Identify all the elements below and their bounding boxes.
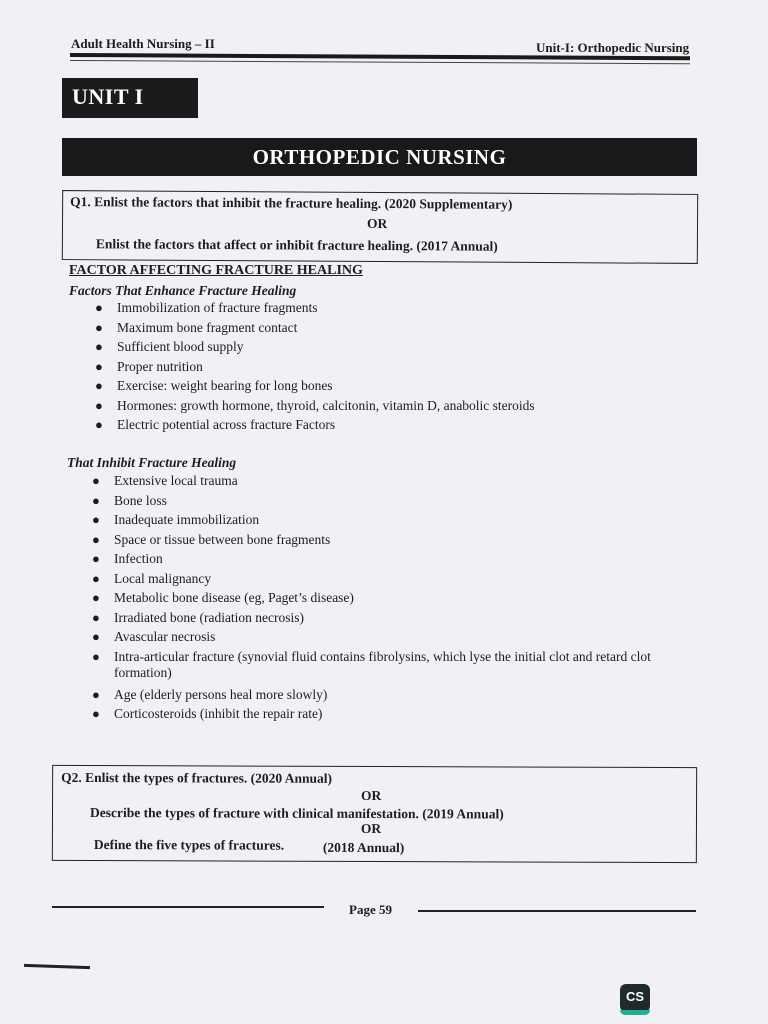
inhibit-list xyxy=(92,473,674,726)
question-2-or-1: OR xyxy=(361,787,382,804)
question-2-box xyxy=(52,765,697,863)
footer-rule-right xyxy=(418,910,696,912)
bullet-icon: ● xyxy=(92,492,100,508)
bullet-icon: ● xyxy=(92,590,100,605)
bullet-icon: ● xyxy=(92,686,100,702)
running-header-left: Adult Health Nursing – II xyxy=(71,36,215,51)
list-item: ● Bone loss xyxy=(92,492,167,508)
list-item: ● Sufficient blood supply xyxy=(95,339,244,354)
bullet-icon: ● xyxy=(92,570,100,586)
list-item: ● Irradiated bone (radiation necrosis) xyxy=(92,609,305,625)
bullet-icon: ● xyxy=(95,300,103,315)
list-item: ● Metabolic bone disease (eg, Paget’s disease) xyxy=(92,590,354,605)
question-1-text: Q1. Enlist the factors that inhibit the fracture healing. (2020 Supplementary) xyxy=(70,194,513,212)
camscanner-logo-icon: CS xyxy=(620,984,650,1012)
question-1-box xyxy=(62,190,698,264)
bullet-icon: ● xyxy=(92,551,100,566)
question-2-alt-text-2: Define the five types of fractures. xyxy=(93,837,285,853)
bullet-icon: ● xyxy=(95,339,103,354)
bullet-icon: ● xyxy=(92,473,100,488)
bullet-icon: ● xyxy=(92,512,100,527)
bullet-icon: ● xyxy=(92,609,100,625)
unit-label: UNIT I xyxy=(72,84,144,109)
bullet-icon: ● xyxy=(92,531,100,547)
list-item: ● Avascular necrosis xyxy=(92,629,216,644)
list-item: ● Corticosteroids (inhibit the repair rate) xyxy=(92,706,323,721)
list-item: ● Electric potential across fracture Factors xyxy=(95,417,336,432)
enhance-list xyxy=(95,300,535,437)
section-heading: FACTOR AFFECTING FRACTURE HEALING xyxy=(69,263,363,278)
list-item: ● Hormones: growth hormone, thyroid, calcitonin, vitamin D, anabolic steroids xyxy=(95,397,535,413)
bullet-icon: ● xyxy=(92,629,100,644)
list-item: ● Age (elderly persons heal more slowly) xyxy=(92,686,328,702)
list-item: ● Immobilization of fracture fragments xyxy=(95,300,318,315)
enhance-heading: Factors That Enhance Fracture Healing xyxy=(69,283,297,298)
list-item: ● Infection xyxy=(92,551,163,566)
running-header-right: Unit-I: Orthopedic Nursing xyxy=(536,40,690,55)
question-2-or-2: OR xyxy=(360,820,382,837)
bullet-icon: ● xyxy=(95,397,103,413)
list-item: ● Local malignancy xyxy=(92,570,212,586)
inhibit-heading: That Inhibit Fracture Healing xyxy=(67,455,237,470)
bullet-icon: ● xyxy=(92,706,100,721)
list-item: ● Intra-articular fracture (synovial fluid contains fibrolysins, which lyse the initial clot and retard clot formation) xyxy=(92,648,651,680)
list-item: ● Space or tissue between bone fragments xyxy=(92,531,331,547)
chapter-title-bar xyxy=(62,138,697,176)
question-1-alt-text: Enlist the factors that affect or inhibit fracture healing. (2017 Annual) xyxy=(95,236,498,254)
scan-edge-mark xyxy=(24,964,90,969)
list-item: ● Exercise: weight bearing for long bones xyxy=(95,378,333,393)
question-2-alt-text-1: Describe the types of fracture with clinical manifestation. (2019 Annual) xyxy=(89,805,504,822)
page-number: Page 59 xyxy=(349,902,392,917)
header-rule-thin xyxy=(70,60,690,64)
list-item: ● Inadequate immobilization xyxy=(92,512,260,527)
question-2-text: Q2. Enlist the types of fractures. (2020 Annual) xyxy=(61,769,333,786)
list-item: ● Extensive local trauma xyxy=(92,473,238,488)
question-2-alt-year: (2018 Annual) xyxy=(322,839,405,856)
chapter-title: ORTHOPEDIC NURSING xyxy=(252,145,507,169)
footer-rule-left xyxy=(52,906,324,908)
bullet-icon: ● xyxy=(95,417,103,432)
bullet-icon: ● xyxy=(95,378,103,393)
unit-label-box xyxy=(62,78,198,118)
list-item: ● Proper nutrition xyxy=(95,358,203,374)
bullet-icon: ● xyxy=(92,648,100,664)
bullet-icon: ● xyxy=(95,358,103,374)
list-item: ● Maximum bone fragment contact xyxy=(95,319,298,335)
question-1-or: OR xyxy=(366,215,388,232)
bullet-icon: ● xyxy=(95,319,103,335)
